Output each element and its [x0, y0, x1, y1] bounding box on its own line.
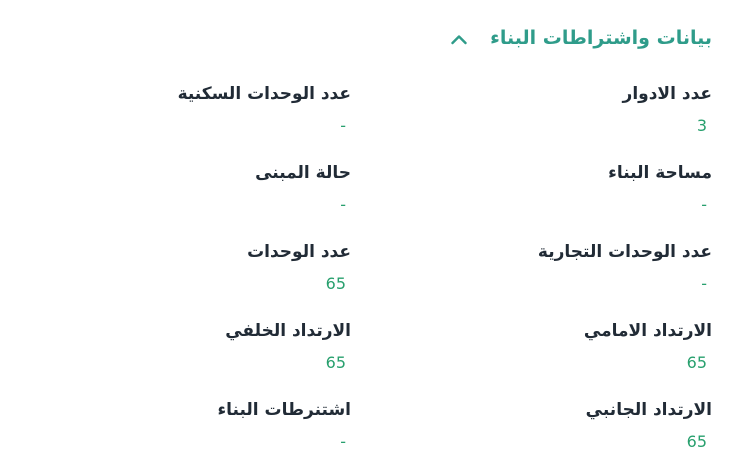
- field-value: 65: [686, 353, 707, 372]
- field-value: 65: [325, 353, 346, 372]
- section-title: بيانات واشتراطات البناء: [490, 27, 712, 49]
- field-label: اشتنرطات البناء: [217, 400, 351, 420]
- field-label: عدد الوحدات: [247, 242, 351, 262]
- field-label: مساحة البناء: [608, 163, 712, 183]
- field-value: 3: [696, 116, 707, 135]
- field-label: عدد الوحدات السكنية: [177, 84, 351, 104]
- field-value: -: [701, 195, 707, 214]
- field-building-status: [40, 162, 351, 215]
- field-label: الارتداد الخلفي: [225, 321, 351, 341]
- field-value: 65: [325, 274, 346, 293]
- chevron-up-icon[interactable]: [450, 33, 468, 47]
- building-fields-grid: [40, 83, 712, 452]
- field-side-setback: [401, 399, 712, 452]
- field-building-area: [401, 162, 712, 215]
- field-value: -: [701, 274, 707, 293]
- field-residential-units: [40, 83, 351, 136]
- field-label: حالة المبنى: [255, 163, 351, 183]
- field-label: الارتداد الامامي: [583, 321, 712, 341]
- field-label: عدد الوحدات التجارية: [537, 242, 712, 262]
- field-value: -: [340, 432, 346, 451]
- field-label: الارتداد الجانبي: [585, 400, 712, 420]
- field-value: 65: [686, 432, 707, 451]
- field-commercial-units: [401, 241, 712, 294]
- field-rear-setback: [40, 320, 351, 373]
- section-header-building-data[interactable]: [450, 25, 712, 51]
- field-value: -: [340, 116, 346, 135]
- field-value: -: [340, 195, 346, 214]
- field-label: عدد الادوار: [622, 84, 712, 104]
- field-building-requirements: [40, 399, 351, 452]
- field-units-count: [40, 241, 351, 294]
- field-floors-count: [401, 83, 712, 136]
- field-front-setback: [401, 320, 712, 373]
